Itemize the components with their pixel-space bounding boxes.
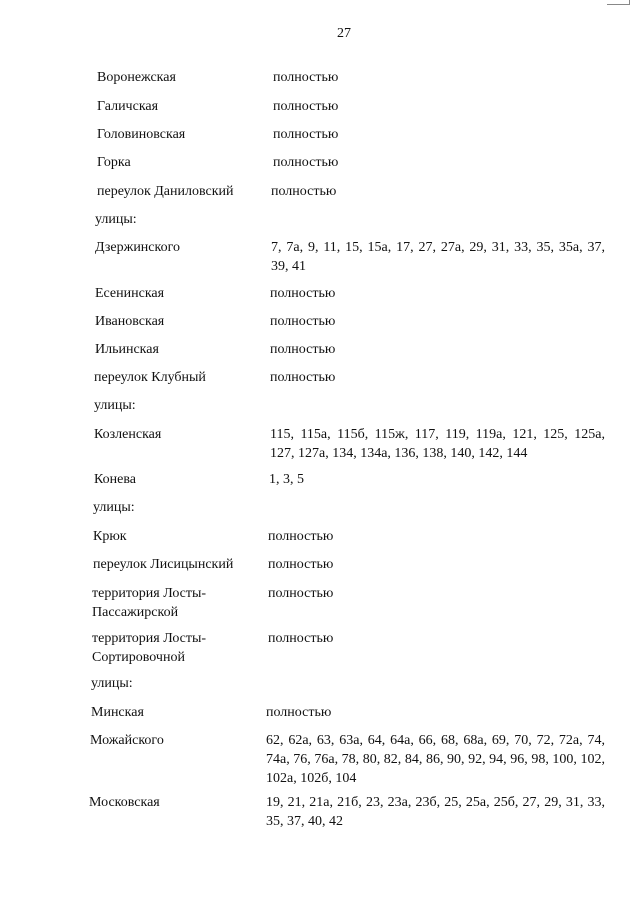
house-numbers: полностью [266,705,332,720]
street-name: Головиновская [97,127,186,142]
street-name: улицы: [93,500,135,515]
scan-corner-mark [607,0,630,5]
street-name: Козленская [94,427,162,442]
street-name: Московская [89,795,160,810]
house-numbers: 115, 115а, 115б, 115ж, 117, 119, 119а, 121, 125, 125а, 127, 127а, 134, 134а, 136, 138, 140, 142, 144 [270,427,605,461]
house-numbers: 19, 21, 21а, 21б, 23, 23а, 23б, 25, 25а, 25б, 27, 29, 31, 33, 35, 37, 40, 42 [266,795,605,829]
street-name: переулок Клубный [94,370,206,385]
street-name: территория Лосты-Пассажирской [92,586,207,620]
house-numbers: полностью [268,557,334,572]
house-numbers: полностью [273,127,339,142]
street-name: переулок Даниловский [97,184,234,199]
street-name: Галичская [97,99,159,114]
street-name: Горка [97,155,131,170]
street-name: улицы: [91,676,133,691]
street-name: улицы: [94,398,136,413]
house-numbers: полностью [273,70,339,85]
page-number: 27 [337,26,351,41]
street-name: Ивановская [95,314,165,329]
house-numbers: полностью [270,286,336,301]
house-numbers: полностью [268,586,334,601]
house-numbers: полностью [273,155,339,170]
house-numbers: полностью [270,370,336,385]
street-name: переулок Лисицынский [93,557,234,572]
house-numbers: 62, 62а, 63, 63а, 64, 64а, 66, 68, 68а, 69, 70, 72, 72а, 74, 74а, 76, 76а, 78, 80, 82, 84, 86, 90, 92, 94, 96, 98, 100, 102, 102а, 102б, 104 [266,733,605,786]
street-name: Ильинская [95,342,159,357]
street-name: улицы: [95,212,137,227]
street-name: Минская [91,705,144,720]
street-name: территория Лосты-Сортировочной [92,631,207,665]
street-name: Воронежская [97,70,176,85]
house-numbers: полностью [270,314,336,329]
street-name: Конева [94,472,136,487]
house-numbers: полностью [268,529,334,544]
house-numbers: полностью [268,631,334,646]
street-name: Дзержинского [95,240,180,255]
house-numbers: полностью [273,99,339,114]
street-name: Можайского [90,733,164,748]
street-name: Крюк [93,529,127,544]
house-numbers: полностью [271,184,337,199]
street-name: Есенинская [95,286,165,301]
house-numbers: 1, 3, 5 [269,472,304,487]
house-numbers: 7, 7а, 9, 11, 15, 15а, 17, 27, 27а, 29, 31, 33, 35, 35а, 37, 39, 41 [271,240,605,274]
house-numbers: полностью [270,342,336,357]
